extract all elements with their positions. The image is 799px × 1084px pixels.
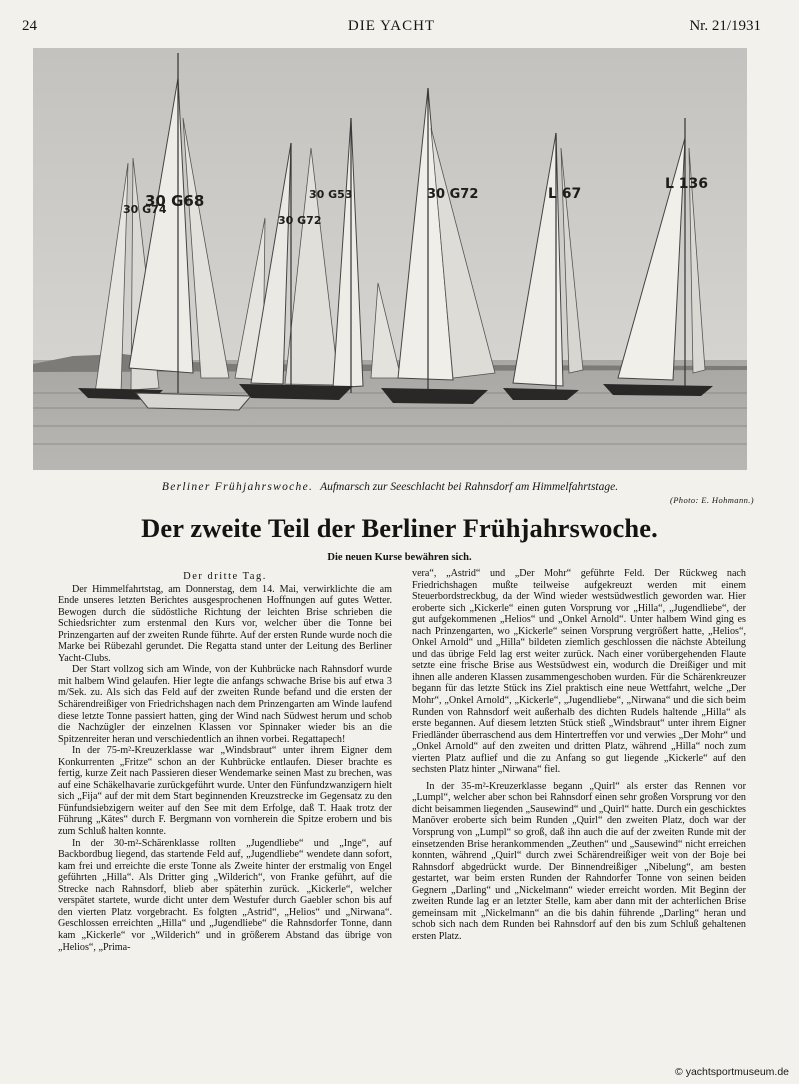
issue-number: Nr. 21/1931: [689, 18, 761, 34]
sail-number: L 67: [548, 186, 582, 202]
section-heading: Der dritte Tag.: [183, 571, 267, 582]
sail-number: 30 G72: [427, 187, 479, 202]
paragraph: vera“, „Astrid“ und „Der Mohr“ geführte Feld. Der Rückweg nach Friedrichshagen mußte teilweise aufgekreuzt werden mit einem Steuerbordstreckbug, da der Wind wieder westsüdwestlich geworden war. Hier eroberte sich „Kickerle“ einen guten Vorsprung vor „Hilla“, „Jugendliebe“, der gut aufgekommenen „Helios“ und „Onkel Arnold“. Unter halbem Wind ging es nach Prinzengarten, wo „Kickerle“ seinen Vorsprung vergrößert hatte, „Helios“, Onkel Arnold“ und „Hilla“ bildeten ziemlich geschlossen die nächste Abteilung und das übrige Feld lag erst weiter zurück. Nach einer vorübergehenden Flaute setzte eine frische Brise aus Westsüdwest ein, wodurch die Dreißiger und mit ihnen alle anderen Klassen zusammengeschoben wurden. Für die Schärenkreuzer begann für das letzte Stück ins Ziel praktisch eine neue Wettfahrt, welche „Der Mohr“, „Onkel Arnold“, „Kickerle“, „Jugendliebe“, „Nirwana“ und die sich beim Runden von Rahnsdorf weit außerhalb des dichten Rudels haltende „Hilla“ als erste begannen. Auf diesem letzten Stück stieß „Windsbraut“ unter ihrem Eigner Friedländer überraschend aus dem Hintertreffen vor und verwies „Der Mohr“ und „Onkel Arnold“ auf den zweiten und dritten Platz, während „Hilla“ noch zum vierten Platz auflief und die zu Anfang so gut liegende „Kickerle“ auf den sechsten Platz hinter „Nirwana“ fiel.: [412, 568, 746, 776]
paragraph: In der 75-m²-Kreuzerklasse war „Windsbraut“ unter ihrem Eigner dem Konkurrenten „Fritze“ schon an der Kuhbrücke entlaufen. Dieser brachte es fertig, kurze Zeit nach Passieren dieser Wendemarke seinen Mast zu brechen, was auf eine Schäkelhavarie zurückgeführt wurde. Unter den Fünfundzwanzigern hielt sich „Fija“ auf der mit dem Start beginnenden Kreuzstrecke im Gegensatz zu den Fünfundsiebzigern weiter auf den See mit dem Erfolge, daß T. Haak trotz der Führung „Kätes“ durch F. Bergmann von vornherein die Spitze erobern und bis zum Schluß halten konnte.: [58, 745, 392, 838]
sail-number: 30 G53: [309, 188, 353, 201]
article-subtitle: Die neuen Kurse bewähren sich.: [327, 552, 472, 563]
paragraph: In der 30-m²-Schärenklasse rollten „Jugendliebe“ und „Inge“, auf Backbordbug liegend, das startende Feld auf, „Jugendliebe“ wendete dann sofort, kam frei und erreichte die erste Tonne als Zweite hinter der erstmalig von Engel geführten „Hilla“. Als Dritter ging „Wilderich“, von Franke geführt, auf die Strecke nach Rahnsdorf, blieb aber späterhin zurück. „Kickerle“, welcher verspätet startete, wurde dicht unter dem Westufer durch Gaebler schon bis auf den vierten Platz vorgebracht. Es folgten „Astrid“, „Helios“ und „Nirwana“. Geschlossen erreichten „Hilla“ und „Jugendliebe“ die Rahnsdorfer Tonne, dann kam „Kickerle“ vor „Wilderich“ und in größerem Abstand das übrige von „Helios“, „Prima-: [58, 837, 392, 953]
regatta-photo: [33, 48, 747, 470]
page-number: 24: [22, 18, 37, 34]
paragraph: Der Himmelfahrtstag, am Donnerstag, dem 14. Mai, verwirklichte die am Ende unseres letzten Berichtes ausgesprochenen Hoffnungen auf gutes Wetter. Bewogen durch die südöstliche Richtung der leichten Brise schrieben die Schiedsrichter zum erstenmal den Kurs vor, welcher über die Tonne bei Prinzengarten auf der zweiten Runde führte. Auf der ersten Runde wurde noch die Marke bei Rübezahl gerundet. Die Regatta stand unter der Leitung des Berliner Yacht-Clubs.: [58, 583, 392, 664]
photo-credit: (Photo: E. Hohmann.): [669, 495, 754, 505]
sail-number: L 136: [665, 176, 709, 192]
article-title: Der zweite Teil der Berliner Frühjahrswoche.: [141, 513, 658, 543]
article-column-right: [412, 568, 746, 943]
sail-number: 30 G72: [278, 214, 322, 227]
paragraph: Der Start vollzog sich am Winde, von der Kuhbrücke nach Rahnsdorf wurde mit halbem Wind gelaufen. Hier legte die anfangs schwache Brise bis auf etwa 3 m/Sek. zu. Als sich das Feld auf der zweiten Runde befand und die ersten der Schärendreißiger von Friedrichshagen nach dem Prinzengarten am Winde laufend diese letzte Tonne passiert hatten, ging der Wind nach Südwest herum und schob die Nachzügler der einzelnen Klassen vor Spinnaker wieder bis an die Spitzenreiter heran und verschiedentlich an ihnen vorbei. Regattapech!: [58, 664, 392, 745]
caption-event: Berliner Frühjahrswoche.: [161, 481, 314, 493]
magazine-title: DIE YACHT: [347, 18, 436, 34]
sail-number: 30 G74: [123, 203, 167, 216]
photo-caption: [33, 481, 747, 493]
paragraph: In der 35-m²-Kreuzerklasse begann „Quirl“ als erster das Rennen vor „Lumpl“, welcher aber schon bei Rahnsdorf einen sehr großen Vorsprung vor den dicht beisammen liegenden „Sausewind“ und „Quirl“ hatte. Durch ein geschicktes Manöver eroberte sich beim Runden „Quirl“ den zweiten Platz, doch war der Vorsprung von „Lumpl“ so groß, daß ihn auch die auf der zweiten Runde mit der einsetzenden Brise herankommenden „Zeuthen“ und „Sausewind“ nicht erreichen konnten, während „Quirl“ durch zwei Schärendreißiger weit von der Boje bei Rahnsdorf abgedrückt wurde. Der Binnendreißiger „Nibelung“, am besten gestartet, war beim ersten Runden der Rahndorfer Tonne von seinen beiden Gegnern „Darling“ und „Nickelmann“ wieder erreicht worden. Mit Beginn der zweiten Runde lag er an letzter Stelle, kam aber dann mit der achterlichen Brise gemeinsam mit „Nickelmann“ an die bis dahin führende „Darling“ heran und schob sich nach dem Runden bei Rahnsdorf auf den bis zum Schluß gehaltenen ersten Platz.: [412, 780, 746, 942]
copyright-watermark: © yachtsportmuseum.de: [675, 1066, 789, 1078]
caption-description: Aufmarsch zur Seeschlacht bei Rahnsdorf am Himmelfahrtstage.: [320, 481, 619, 493]
running-header: [22, 18, 761, 40]
sail-number: 30 G68: [145, 192, 205, 210]
article-column-left: [58, 568, 392, 953]
